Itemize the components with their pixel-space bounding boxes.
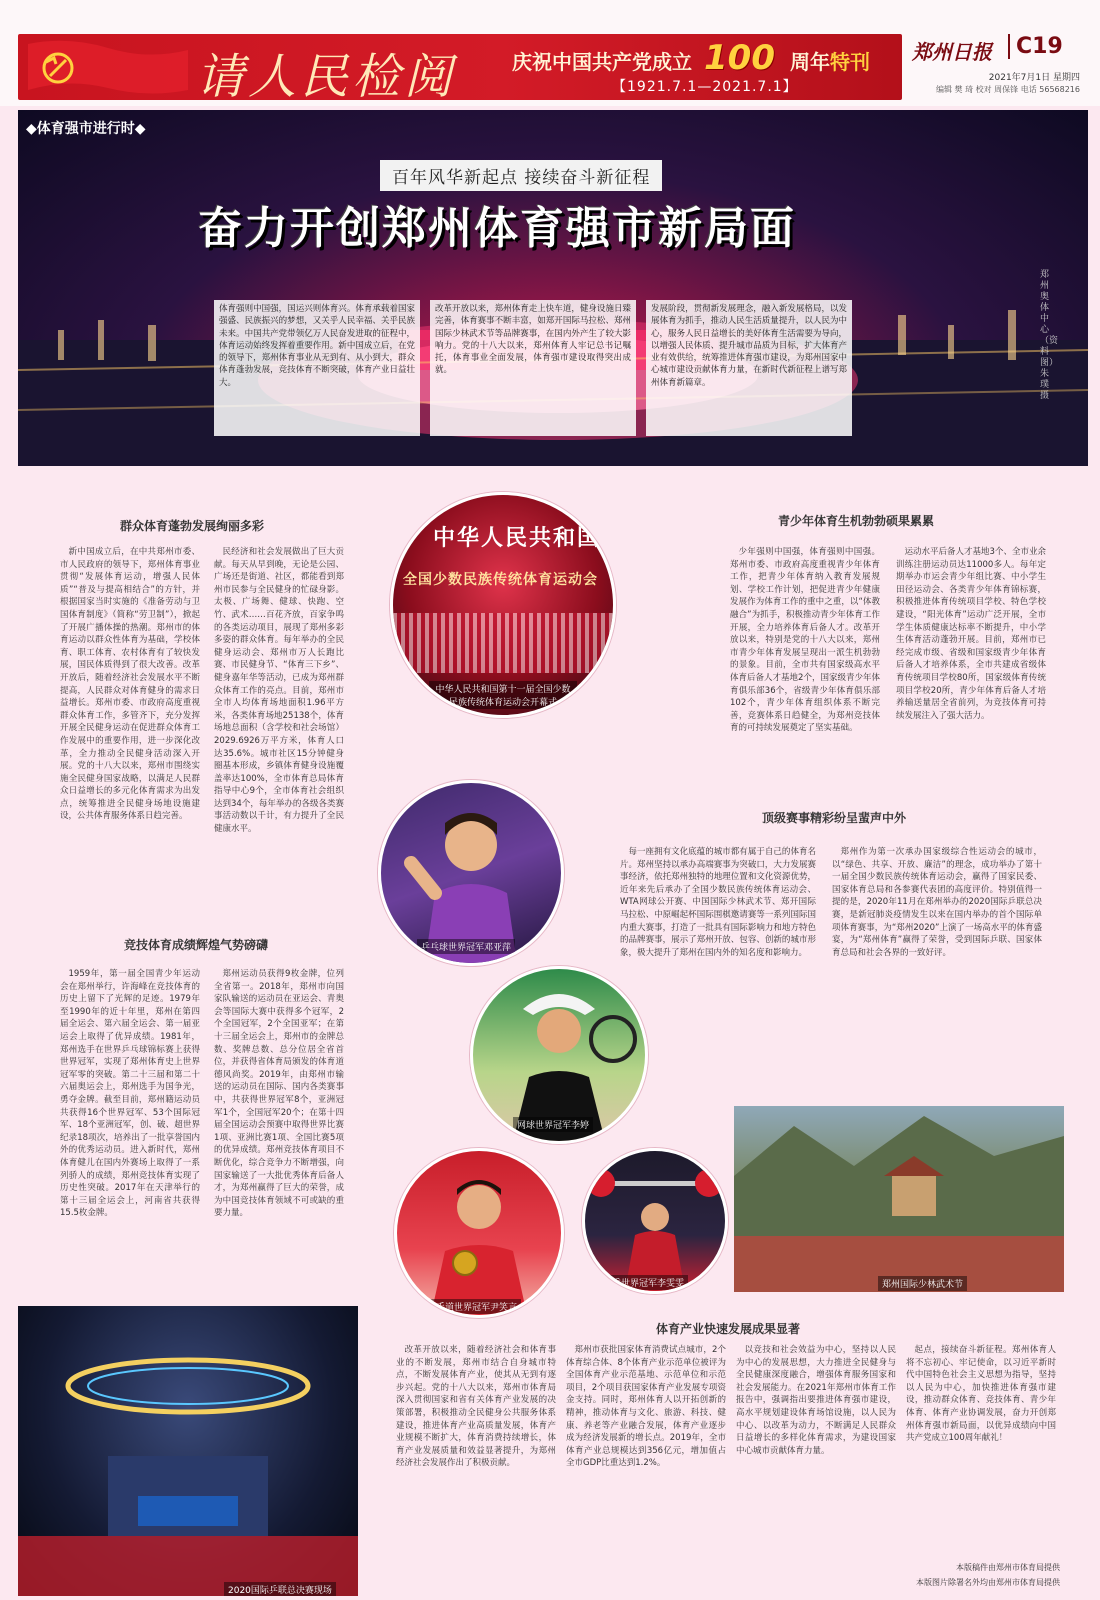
shaolin-caption: 郑州国际少林武术节 <box>878 1276 967 1291</box>
industry-col-3: 以竞技和社会效益为中心，坚持以人民为中心的发展思想，大力推进全民健身与全民健康深度融合，增强体育服务国家和社会发展能力。在2021年郑州市体育工作报告中，强调指出要推进体育强市建设，高水平规划建设体育场馆设施，以人民为中心、以改革为动力，不断满足人民群众日益增长的多样化体育需求，为建设国家中心城市贡献体育力量。 <box>736 1345 896 1456</box>
ceremony-banner-text: 中华人民共和国 <box>433 526 602 551</box>
medal-athlete-illustration <box>397 1151 561 1315</box>
weightlifting-caption: 举重世界冠军李雯雯 <box>599 1275 688 1290</box>
industry-heading: 体育产业快速发展成果显著 <box>656 1322 801 1336</box>
mountain-temple-illustration <box>734 1106 1064 1292</box>
youth-col-1: 少年强则中国强，体育强则中国强。郑州市委、市政府高度重视青少年体育工作，把青少年体育纳入教育发展规划、学校工作计划，把促进青少年健康发展作为体育工作的重中之重，以“体教融合”为抓手，积极推动青少年体育工作开展，全力培养体育后备人才。改革开放以来，特别是党的十八大以来，郑州市青少年体育发展呈现出一派生机勃勃的景象。目前，全市共有国家级高水平体育后备人才基地2个，国家级青少年体育俱乐部36个，省级青少年体育俱乐部102个，青少年体育组织体系不断完善，竞赛体系日趋健全，为郑州竞技体育的可持续发展奠定了坚实基础。 <box>730 547 880 734</box>
special-issue-text <box>790 46 870 75</box>
mass-sports-heading: 群众体育蓬勃发展绚丽多彩 <box>120 519 265 533</box>
arena-illustration <box>18 1306 358 1596</box>
finals-arena-photo <box>18 1306 358 1596</box>
ceremony-photo <box>390 492 616 718</box>
tennis-player-illustration <box>473 969 645 1141</box>
section-tag: ◆体育强市进行时◆ <box>26 121 146 137</box>
finals-caption: 2020国际乒联总决赛现场 <box>224 1582 336 1596</box>
events-heading: 顶级赛事精彩纷呈蜚声中外 <box>762 811 907 825</box>
hero-photo-caption: 郑州奥体中心（资料图）朱璞 摄 <box>1040 270 1059 401</box>
events-col-1: 每一座拥有文化底蕴的城市都有属于自己的体育名片。郑州坚持以承办高端赛事为突破口，大力发展赛事经济，依托郑州独特的地理位置和文化资源优势，近年来先后承办了全国少数民族传统体育运动会、WTA网球公开赛、中国国际少林武术节、郑开国际马拉松、中原崛起杯国际围棋邀请赛等一系列国际国内重大赛事，打造了一批具有国际影响力和地方特色的品牌赛事，展示了郑州开放、包容、创新的城市形象，极大提升了郑州在国内外的知名度和影响力。 <box>620 847 816 958</box>
photo-credit-text: 本版图片除署名外均由郑州市体育局提供 <box>916 1578 1060 1587</box>
mass-sports-col-1: 新中国成立后，在中共郑州市委、市人民政府的领导下，郑州体育事业贯彻“发展体育运动，增强人民体质”“普及与提高相结合”的方针，并根据国家当时实施的《准备劳动与卫国体育制度》（简称“劳卫制”），掀起了开展广播体操的热潮。郑州市的体育运动以群众性体育为基础，学校体育、职工体育、农村体育有了较快发展，国民体质得到了很大改善。改革开放后，随着经济社会发展水平不断提高，人民群众对体育健身的需求日益增长。郑州市委、市政府高度重视群众体育工作，多管齐下，充分发挥开展全民健身运动在促进群众体育工作发展中的重要作用，进一步深化改革，全力推动全民健身活动深入开展。党的十八大以来，郑州市围绕实施全民健身国家战略，以满足人民群众日益增长的多元化体育需求为出发点，统筹推进全民健身场地设施建设，公共体育服务体系日趋完善。 <box>60 547 200 822</box>
medal-caption: 空手道世界冠军尹笑言 <box>423 1299 521 1314</box>
editor-line: 编辑 樊 琦 校对 周保锋 电话 56568216 <box>936 85 1080 94</box>
anniversary-dates: 【1921.7.1—2021.7.1】 <box>612 79 798 95</box>
industry-col-2: 郑州市获批国家体育消费试点城市，2个体育综合体、8个体育产业示范单位被评为全国体育产业示范基地、示范单位和示范项目，2个项目获国家体育产业发展专项资金支持。同时，郑州体育人以开拓创新的精神，推动体育与文化、旅游、科技、健康、养老等产业融合发展，体育产业逐步成为经济发展新的增长点。2019年，全市体育产业总规模达到356亿元，增加值占全市GDP比重达到1.2%。 <box>566 1345 726 1469</box>
celebrate-text: 庆祝中国共产党成立 <box>512 50 692 74</box>
issue-date: 2021年7月1日 星期四 <box>988 73 1080 83</box>
weightlifting-photo <box>582 1148 728 1294</box>
youth-sports-heading: 青少年体育生机勃勃硕果累累 <box>778 514 935 528</box>
shaolin-photo <box>734 1106 1064 1292</box>
medal-photo <box>394 1148 564 1318</box>
special-prefix: 周年 <box>790 50 830 74</box>
intro-column-1: 体育强则中国强，国运兴则体育兴。体育承载着国家强盛、民族振兴的梦想，又关乎人民幸福、关乎民族未来。中国共产党带领亿万人民奋发进取的征程中，体育运动始终发挥着重要作用。新中国成立后，在党的领导下，郑州体育事业从无到有、从小到大，群众体育蓬勃发展，竞技体育不断突破，体育产业日益壮大。 <box>214 300 420 436</box>
hero-subtitle: 百年风华新起点 接续奋斗新征程 <box>380 160 662 191</box>
newspaper-logo: 郑州日报 <box>912 40 992 64</box>
ceremony-caption: 中华人民共和国第十一届全国少数民族传统体育运动会开幕式 <box>429 681 577 709</box>
weightlifter-illustration <box>585 1151 725 1291</box>
youth-col-2: 运动水平后备人才基地3个、全市业余训练注册运动员达11000多人。每年定期举办市运会青少年组比赛、中小学生田径运动会、各类青少年体育锦标赛，积极推进体育传统项目学校、特色学校建设，“阳光体育”运动广泛开展，全市学生体质健康达标率不断提升，中小学生体育活动蓬勃开展。目前，郑州市已经完成市级、省级和国家级青少年体育后备人才培养体系，全市共建成省级体育传统项目学校80所，国家级体育传统项目学校20所，青少年体育后备人才培养输送量居全省前列，为竞技体育可持续发展注入了强大活力。 <box>896 547 1046 721</box>
industry-col-1: 改革开放以来，随着经济社会和体育事业的不断发展，郑州市结合自身城市特点，不断发展体育产业，使其从无到有逐步兴起。党的十八大以来，郑州市体育局深入贯彻国家和省有关体育产业发展的决策部署，积极推动全民健身公共服务体系建设，推进体育产业高质量发展，体育产业规模不断扩大，体育消费持续增长，体育产业发展质量和效益显著提升，为郑州经济社会发展作出了积极贡献。 <box>396 1345 556 1469</box>
competitive-col-2: 郑州运动员获得9枚金牌，位列全省第一。2018年，郑州市向国家队输送的运动员在亚运会、青奥会等国际大赛中获得多个冠军，2个全国冠军，2个全国亚军；在第十三届全运会上，郑州市的金牌总数、奖牌总数、总分位居全省首位，并获得省体育局颁发的体育道德风尚奖。2019年，由郑州市输送的运动员在国际、国内各类赛事中，共获得世界冠军8个，亚洲冠军1个，全国冠军20个；在第十四届全国运动会预赛中取得世界比赛1项、亚洲比赛1项、全国比赛5项的优异成绩。郑州竞技体育项目不断优化，综合竞争力不断增强，向国家输送了一大批优秀体育后备人才，为郑州赢得了巨大的荣誉，成为中国竞技体育领域不可或缺的重要力量。 <box>214 969 344 1219</box>
athlete-figure-illustration <box>381 783 561 963</box>
hero-title: 奋力开创郑州体育强市新局面 <box>198 203 796 254</box>
ping-pong-photo <box>378 780 564 966</box>
page-number: C19 <box>1008 34 1063 59</box>
ping-pong-caption: 乒乓球世界冠军邓亚萍 <box>417 939 515 954</box>
competitive-col-1: 1959年，第一届全国青少年运动会在郑州举行，许海峰在竞技体育的历史上留下了光辉的足迹。1979年至1990年的近十年里，郑州在第四届全运会、第六届全运会、第一届亚运会上取得了优异成绩。1981年，郑州选手在世界乒乓球锦标赛上获得世界冠军，实现了郑州体育史上世界冠军零的突破。第二十三届和第二十六届奥运会上，郑州选手为国争光，勇夺金牌。截至目前，郑州籍运动员共获得16个世界冠军、53个国际冠军、18个亚洲冠军，创、破、超世界纪录18项次，培养出了一批享誉国内外的优秀运动员。进入新时代，郑州体育健儿在国内外赛场上取得了一系列骄人的成绩，郑州竞技体育实现了历史性突破。2017年在天津举行的第十三届全运会上，河南省共获得15.5枚金牌。 <box>60 969 200 1219</box>
tennis-photo <box>470 966 648 1144</box>
industry-col-4: 起点，接续奋斗新征程。郑州体育人将不忘初心、牢记使命，以习近平新时代中国特色社会主义思想为指导，坚持以人民为中心，加快推进体育强市建设，推动群众体育、竞技体育、青少年体育、体育产业协调发展，奋力开创郑州体育强市新局面，以优异成绩向中国共产党成立100周年献礼！ <box>906 1345 1056 1444</box>
mass-sports-col-2: 民经济和社会发展做出了巨大贡献。每天从早到晚，无论是公园、广场还是街道、社区，都能看到郑州市民参与全民健身的忙碌身影。太极、广场舞、健球、快跑、空竹、武术……百花齐放，百家争鸣的各类运动项目，展现了郑州多彩多姿的群众体育。每年举办的全民健身运动会、郑州市万人长跑比赛、市民健身节、“体育三下乡”、健身嘉年华等活动，已成为郑州群众体育工作的亮点。目前，郑州市全市人均体育场地面积1.96平方米，各类体育场地25138个，体育场地总面积（含学校和社会场馆）2029.6926万平方米，体育人口达35.6%。城市社区15分钟健身圈基本形成，乡镇体育健身设施覆盖率达100%，全市体育总局体育指导中心9个，全市体育社会组织达到34个，每年举办的各级各类赛事活动数以千计，有力提升了全民健康水平。 <box>214 547 344 835</box>
events-col-2: 郑州作为第一次承办国家级综合性运动会的城市，以“绿色、共享、开放、廉洁”的理念，成功举办了第十一届全国少数民族传统体育运动会，赢得了国家民委、国家体育总局和各参赛代表团的高度评价。特别值得一提的是，2020年11月在郑州举办的2020国际乒联总决赛，是新冠肺炎疫情发生以来在国内举办的首个国际单项体育赛事，为“郑州2020”上演了一场高水平的体育盛宴，为“郑州体育”赢得了荣誉，受到国际乒联、国家体育总局和社会各界的一致好评。 <box>832 847 1042 958</box>
performers-pattern <box>393 613 613 673</box>
tennis-caption: 网球世界冠军李婷 <box>513 1117 593 1132</box>
intro-column-2: 改革开放以来，郑州体育走上快车道，健身设施日臻完善，体育赛事不断丰富，如郑开国际马拉松、郑州国际少林武术节等品牌赛事，在国内外产生了较大影响力。党的十八大以来，郑州体育人牢记总书记嘱托，体育事业全面发展，体育强市建设取得突出成就。 <box>430 300 636 436</box>
ceremony-banner-text-2: 全国少数民族传统体育运动会 <box>403 572 598 588</box>
competitive-heading: 竞技体育成绩辉煌气势磅礴 <box>124 938 269 952</box>
special-bold: 特刊 <box>830 50 870 74</box>
hundred-text: 100 <box>704 38 775 78</box>
party-flag-icon <box>28 40 188 96</box>
credit-text: 本版稿件由郑州市体育局提供 <box>956 1563 1060 1572</box>
intro-column-3: 发展阶段，贯彻新发展理念，融入新发展格局，以发展体育为抓手，推动人民生活质量提升，以人民为中心，服务人民日益增长的美好体育生活需要为导向，以增强人民体质、提升城市品质为目标，扩大体育产业有效供给，统筹推进体育强市建设，为郑州国家中心城市建设贡献体育力量，在新时代新征程上谱写郑州体育新篇章。 <box>646 300 852 436</box>
masthead-title: 请人民检阅 <box>196 49 457 105</box>
